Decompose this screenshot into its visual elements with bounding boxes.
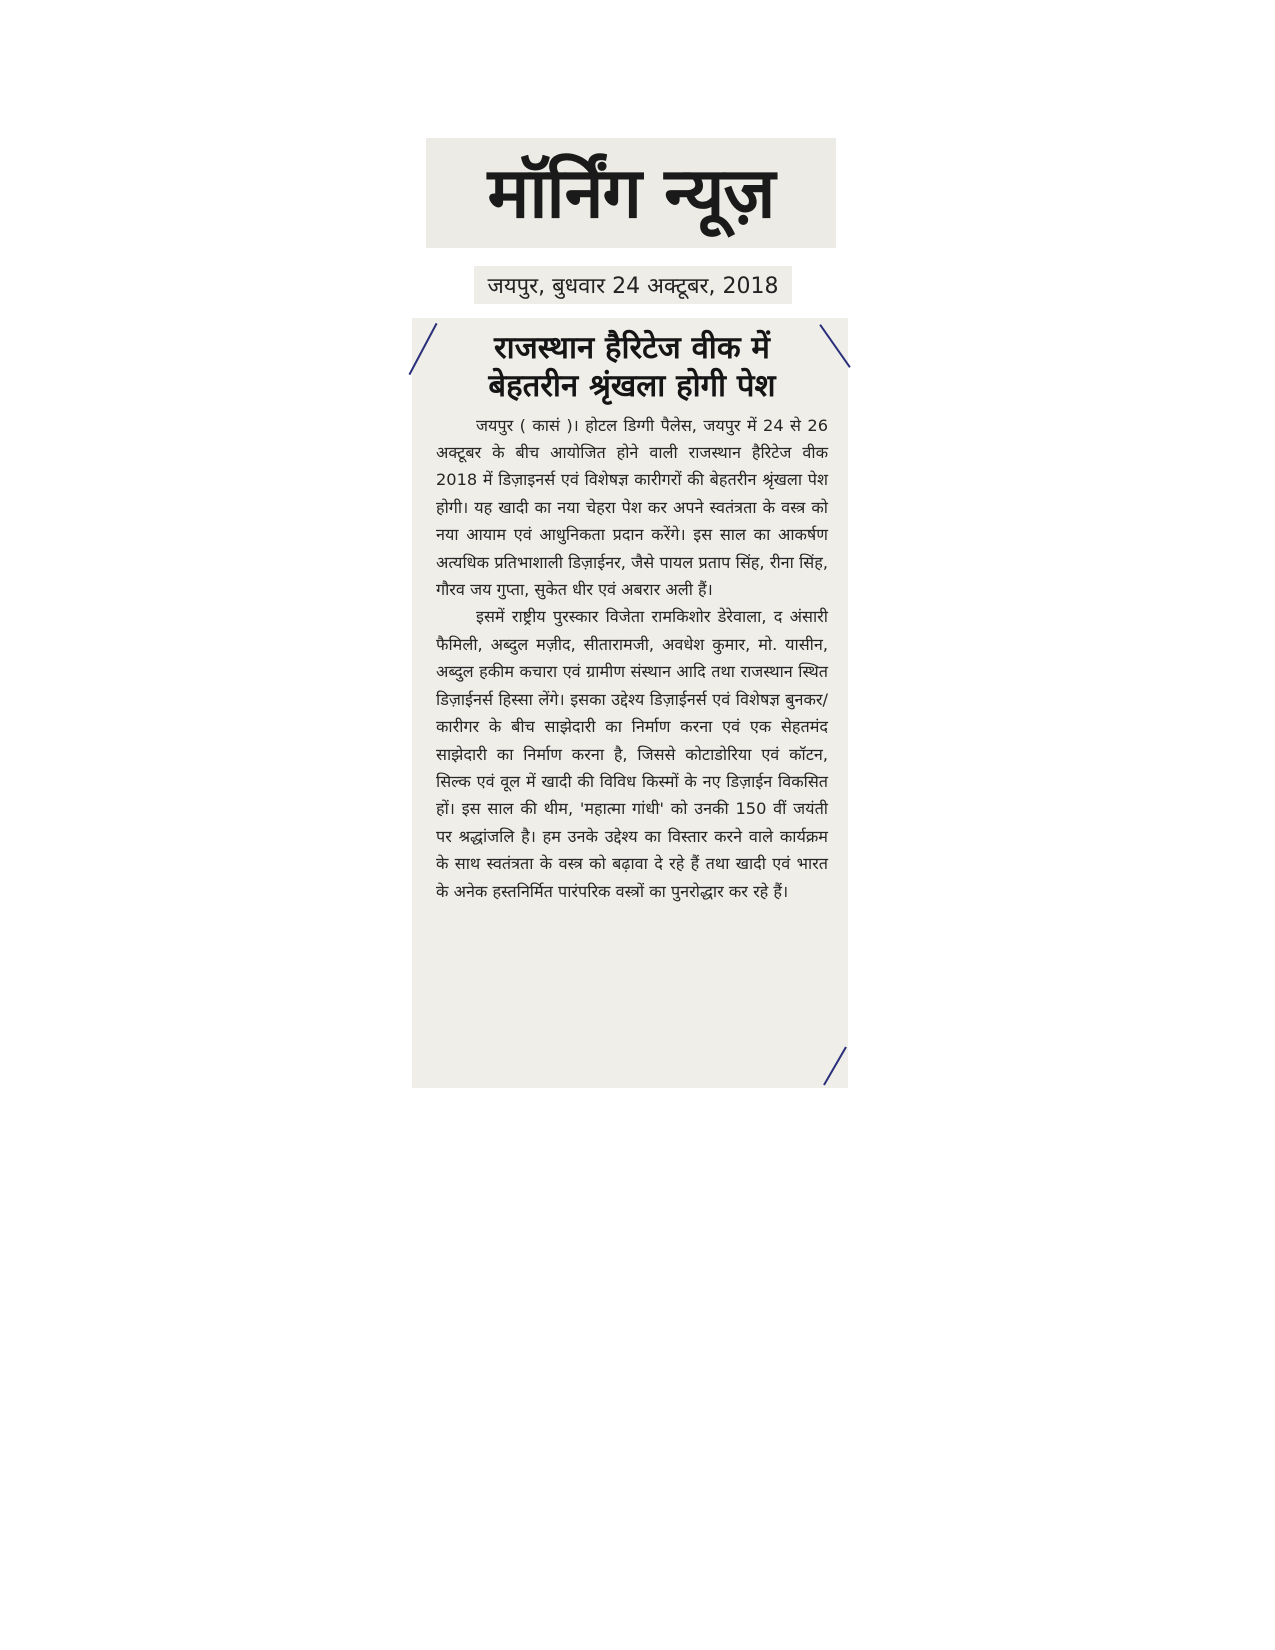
dateline-text: जयपुर, बुधवार 24 अक्टूबर, 2018 (487, 274, 779, 299)
article (412, 318, 848, 1088)
dateline (474, 266, 792, 304)
corner-mark-bottom-right (823, 1046, 847, 1085)
masthead-title: मॉर्निंग न्यूज़ (487, 152, 775, 234)
article-paragraph-2: इसमें राष्ट्रीय पुरस्कार विजेता रामकिशोर डेरेवाला, द अंसारी फैमिली, अब्दुल मज़ीद, सीतारामजी, अवधेश कुमार, मो. यासीन, अब्दुल हकीम कचारा एवं ग्रामीण संस्थान आदि तथा राजस्थान स्थित डिज़ाईनर्स हिस्सा लेंगे। इसका उद्देश्य डिज़ाईनर्स एवं विशेषज्ञ बुनकर/कारीगर के बीच साझेदारी का निर्माण करना एवं एक सेहतमंद साझेदारी का निर्माण करना है, जिससे कोटाडोरिया एवं कॉटन, सिल्क एवं वूल में खादी की विविध किस्मों के नए डिज़ाईन विकसित हों। इस साल की थीम, 'महात्मा गांधी' को उनकी 150 वीं जयंती पर श्रद्धांजलि है। हम उनके उद्देश्य का विस्तार करने वाले कार्यक्रम के साथ स्वतंत्रता के वस्त्र को बढ़ावा दे रहे हैं तथा खादी एवं भारत के अनेक हस्तनिर्मित पारंपरिक वस्त्रों का पुनरोद्धार कर रहे हैं। (436, 607, 828, 901)
article-paragraph-1: जयपुर ( कासं )। होटल डिग्गी पैलेस, जयपुर में 24 से 26 अक्टूबर के बीच आयोजित होने वाली राजस्थान हैरिटेज वीक 2018 में डिज़ाइनर्स एवं विशेषज्ञ कारीगरों की बेहतरीन श्रृंखला पेश होगी। यह खादी का नया चेहरा पेश कर अपने स्वतंत्रता के वस्त्र को नया आयाम एवं आधुनिकता प्रदान करेंगे। इस साल का आकर्षण अत्यधिक प्रतिभाशाली डिज़ाईनर, जैसे पायल प्रताप सिंह, रीना सिंह, गौरव जय गुप्ता, सुकेत धीर एवं अबरार अली हैं। (436, 415, 828, 600)
masthead (426, 138, 836, 248)
corner-mark-top-left (409, 323, 438, 375)
newspaper-clipping (412, 138, 848, 1088)
article-body (436, 412, 828, 905)
headline-line-1: राजस्थान हैरिटेज वीक में (494, 330, 770, 366)
headline-line-2: बेहतरीन श्रृंखला होगी पेश (488, 367, 776, 404)
article-headline (436, 330, 828, 406)
